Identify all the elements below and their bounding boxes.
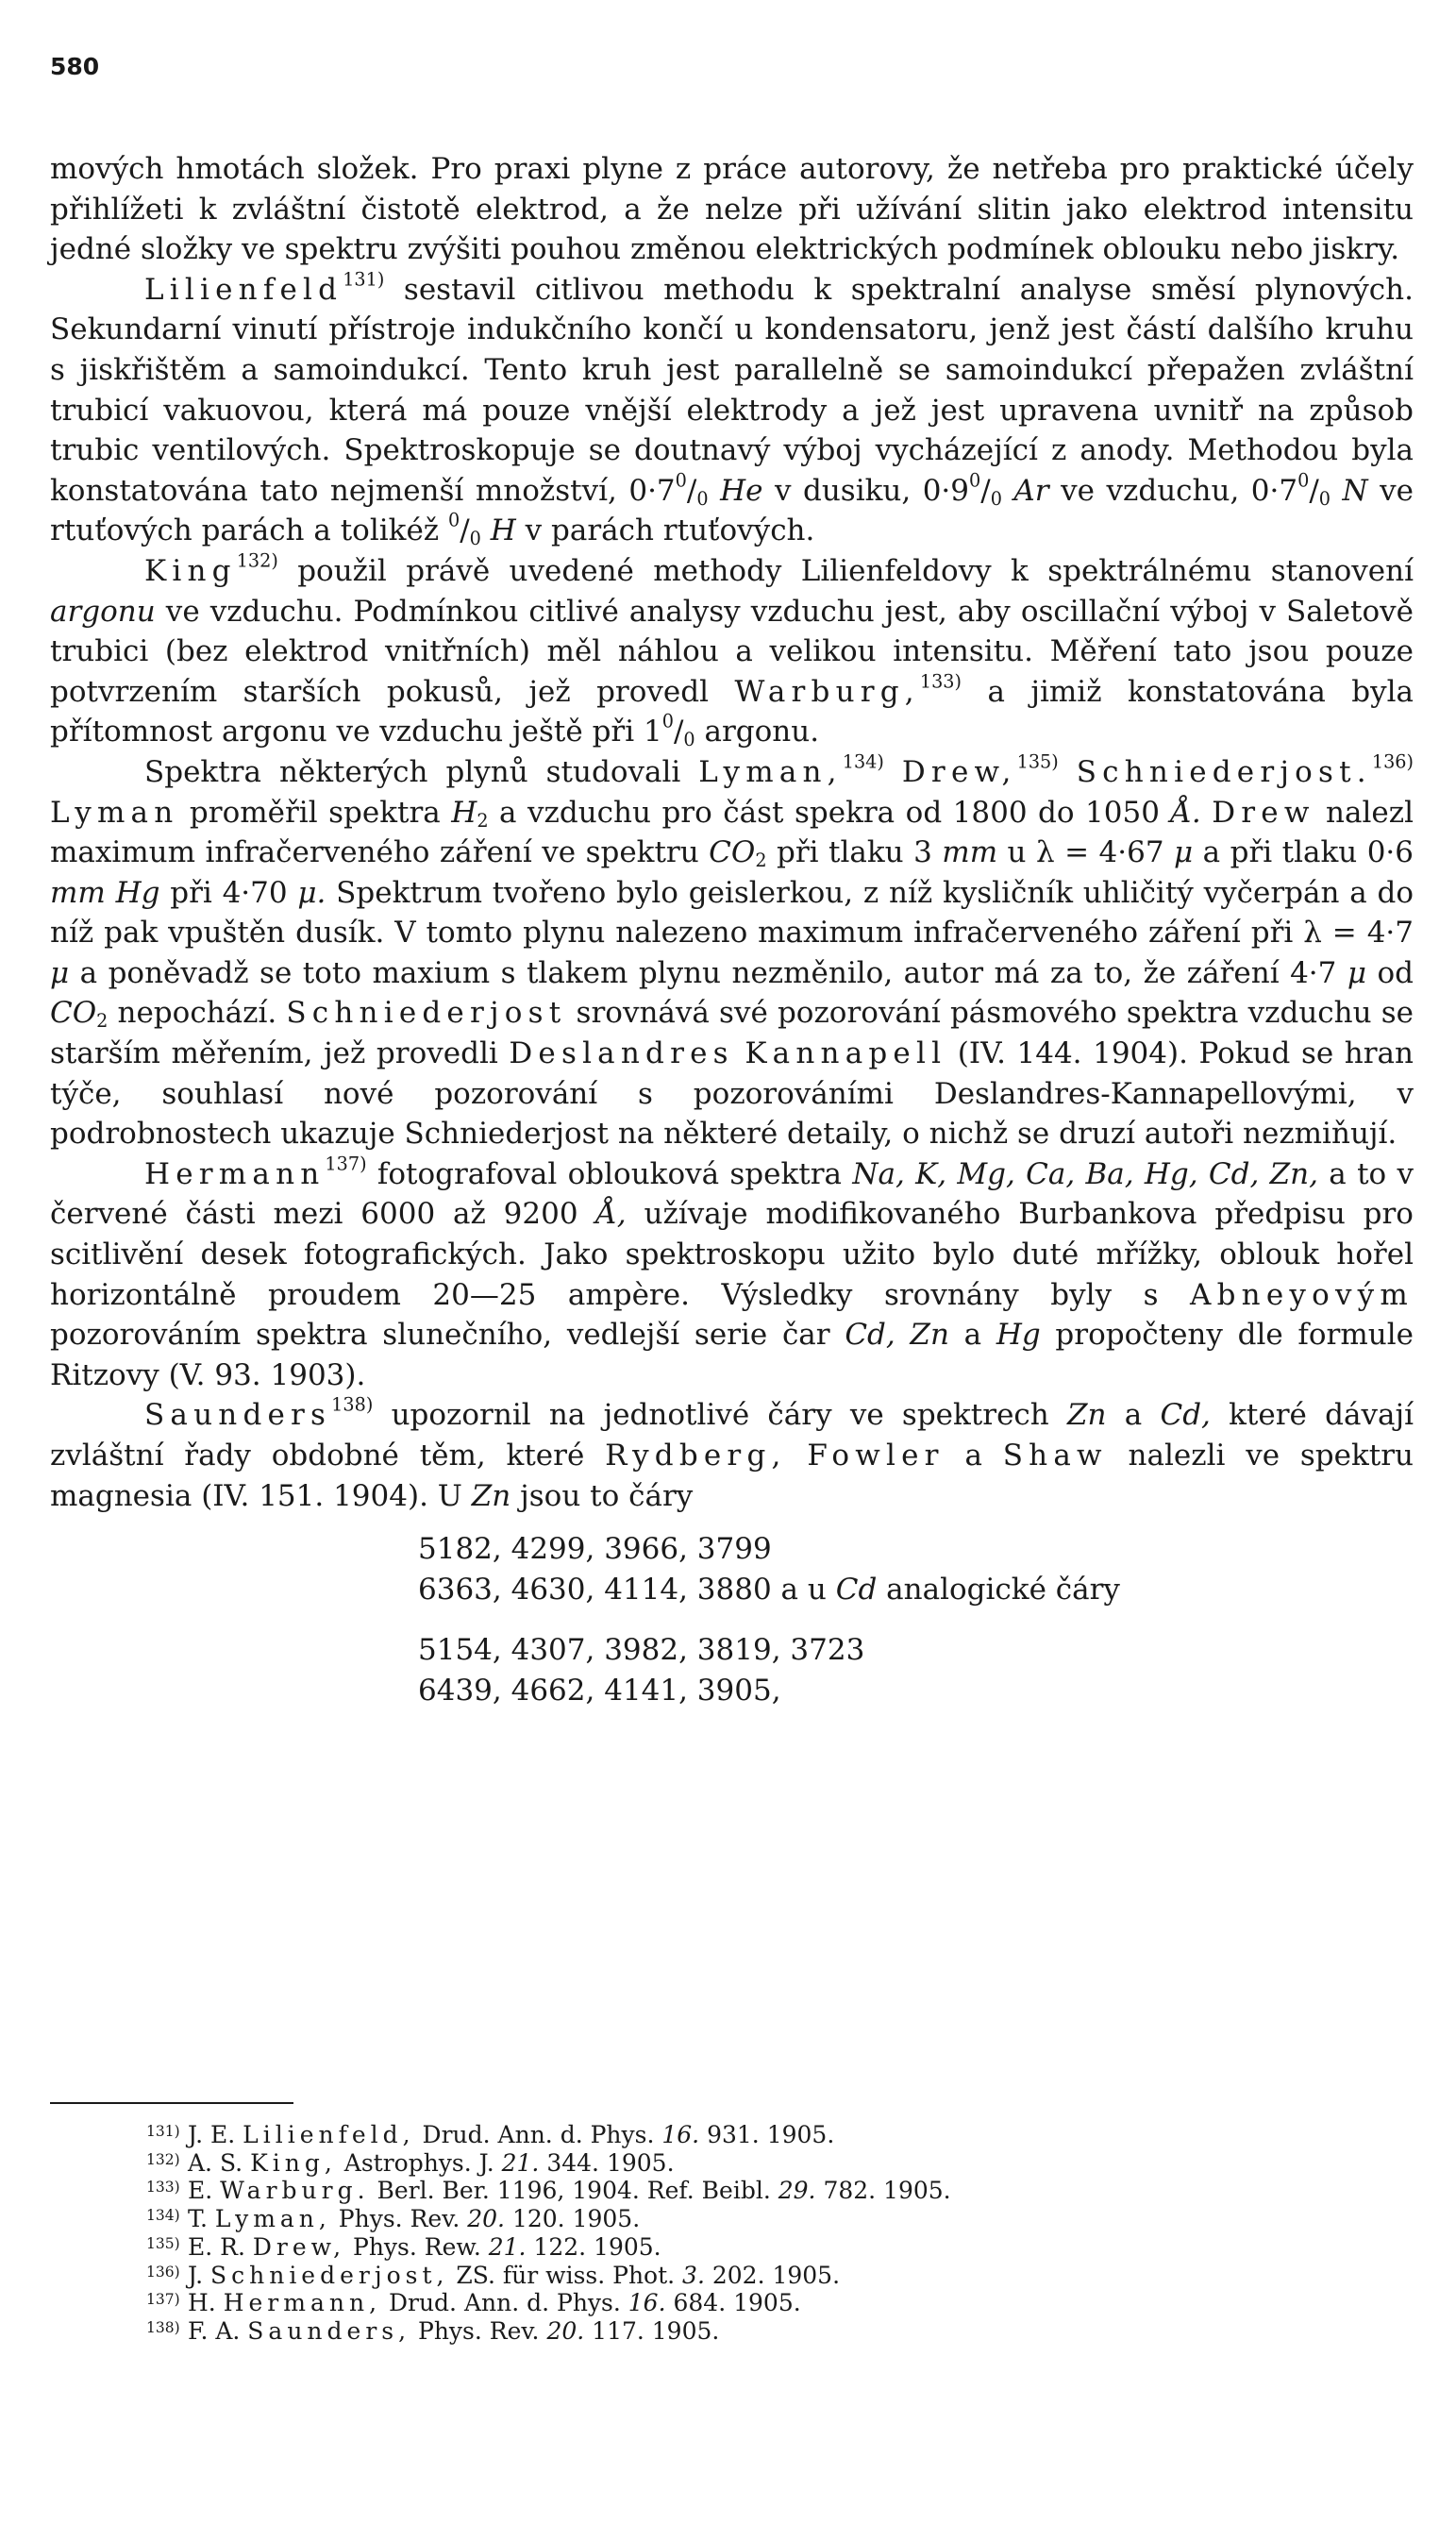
spaced-name: Rydberg, bbox=[605, 1439, 787, 1473]
footnote bbox=[146, 2121, 1231, 2149]
italic-term: Cd, bbox=[1160, 1398, 1211, 1433]
italic-term: H bbox=[451, 795, 477, 830]
spaced-name: Saunders bbox=[144, 1398, 332, 1433]
script-mark: 135) bbox=[1016, 750, 1059, 773]
spaced-name: Drew, bbox=[901, 754, 1017, 789]
italic-term: CO bbox=[709, 835, 756, 870]
script-mark: 138) bbox=[331, 1394, 374, 1416]
script-mark: 0 bbox=[696, 487, 709, 510]
italic-term: 20. bbox=[467, 2205, 506, 2233]
italic-term: μ bbox=[50, 955, 70, 990]
script-mark: 0 bbox=[990, 487, 1002, 510]
footnote-marker: 132) bbox=[146, 2150, 180, 2168]
script-mark: 0 bbox=[661, 710, 674, 732]
script-mark: 0 bbox=[1297, 469, 1310, 492]
italic-term: Å. bbox=[1170, 795, 1201, 830]
spaced-name: King bbox=[144, 553, 237, 588]
footnote-marker: 138) bbox=[146, 2318, 180, 2336]
script-mark: 133) bbox=[919, 670, 962, 693]
paragraph: mových hmotách složek. Pro praxi plyne z práce autorovy, že netřeba pro praktické účely přihlížeti k zvláštní čistotě elektrod, a že nelze při užívání slitin jako elektrod intensitu jedné složky ve spektru zvýšiti pouhou změnou elektrických podmínek oblouku nebo jiskry. bbox=[50, 152, 1414, 267]
footnote bbox=[146, 2177, 1231, 2205]
page-number: 580 bbox=[50, 53, 100, 80]
spaced-name: Saunders, bbox=[247, 2316, 411, 2345]
footnote-text: F. A. Saunders, Phys. Rev. 20. 117. 1905. bbox=[188, 2316, 720, 2345]
spaced-name: Lyman, bbox=[698, 754, 843, 789]
italic-term: 21. bbox=[488, 2232, 527, 2261]
italic-term: Cd bbox=[835, 1572, 878, 1607]
footnote-text: T. Lyman, Phys. Rev. 20. 120. 1905. bbox=[188, 2205, 641, 2233]
script-mark: 0 bbox=[469, 528, 481, 550]
script-mark: 2 bbox=[477, 809, 489, 832]
spaced-name: King, bbox=[250, 2148, 337, 2177]
script-mark: 0 bbox=[1318, 487, 1330, 510]
italic-term: Hg bbox=[996, 1318, 1041, 1353]
spaced-name: Fowler bbox=[807, 1439, 945, 1473]
italic-term: CO bbox=[50, 996, 97, 1031]
wavelength-row: 5182, 4299, 3966, 3799 bbox=[418, 1532, 772, 1567]
italic-term: He bbox=[720, 473, 763, 508]
wavelength-table bbox=[50, 1529, 1414, 1710]
footnote-marker: 131) bbox=[146, 2123, 180, 2141]
italic-term: Na, K, Mg, Ca, Ba, Hg, Cd, Zn, bbox=[852, 1156, 1318, 1191]
italic-term: μ bbox=[1347, 955, 1367, 990]
paragraph: Hermann$^{137)}$ fotografoval oblouková spektra Na, K, Mg, Ca, Ba, Hg, Cd, Zn, a to v červené části mezi 6000 až 9200 Å, užívaje modifikovaného Burbankova předpisu pro scitlivění desek fotografických. Jako spektroskopu užito bylo duté mřížky, oblouk hořel horizontálně proudem 20—25 ampère. Výsledky srovnány byly s Abneyovým pozorováním spektra slunečního, vedlejší serie čar Cd, Zn a Hg propočteny dle formule Ritzovy (V. 93. 1903). bbox=[50, 1153, 1414, 1392]
footnotes bbox=[146, 2121, 1231, 2346]
footnote-text: J. Schniederjost, ZS. für wiss. Phot. 3. 202. 1905. bbox=[188, 2261, 841, 2289]
footnote bbox=[146, 2289, 1231, 2317]
paragraph: Lilienfeld$^{131)}$ sestavil citlivou methodu k spektralní analyse směsí plynových. Sekundarní vinutí přístroje indukčního končí u kondensatoru, jenž jest částí dalšího kruhu s jiskřištěm a samoindukcí. Tento kruh jest parallelně se samoindukcí přepažen zvláštní trubicí vakuovou, která má pouze vnější elektrody a jež jest upravena uvnitř na způsob trubic ventilových. Spektroskopuje se doutnavý výboj vycházející z anody. Methodou byla konstatována tato nejmenší množství, $0\cdot 7^0/_0$ He v dusiku, $0\cdot 9^0/_0$ Ar ve vzduchu, $0\cdot 7^0/_0$ N ve rtuťových parách a tolikéž $^0/_0$ H v parách rtuťových. bbox=[50, 268, 1414, 550]
italic-term: Zn bbox=[471, 1478, 511, 1513]
italic-term: 21. bbox=[501, 2148, 540, 2177]
footnote-text: E. Warburg. Berl. Ber. 1196, 1904. Ref. Beibl. 29. 782. 1905. bbox=[188, 2177, 951, 2205]
spaced-name: Drew bbox=[1212, 795, 1315, 830]
italic-term: N bbox=[1342, 473, 1368, 508]
italic-term: 29. bbox=[778, 2177, 816, 2205]
italic-term: Å, bbox=[595, 1197, 627, 1232]
footnote-marker: 135) bbox=[146, 2234, 180, 2252]
italic-term: Zn bbox=[1067, 1398, 1107, 1433]
footnote-text: J. E. Lilienfeld, Drud. Ann. d. Phys. 16. 931. 1905. bbox=[188, 2121, 835, 2148]
footnote-text: A. S. King, Astrophys. J. 21. 344. 1905. bbox=[188, 2148, 675, 2177]
wavelength-row: 5154, 4307, 3982, 3819, 3723 bbox=[418, 1633, 865, 1668]
script-mark: 136) bbox=[1371, 750, 1414, 773]
italic-term: μ bbox=[1174, 835, 1194, 870]
spaced-name: Kannapell bbox=[745, 1036, 947, 1071]
footnote-text: E. R. Drew, Phys. Rew. 21. 122. 1905. bbox=[188, 2232, 661, 2261]
spaced-name: Lyman, bbox=[214, 2205, 331, 2233]
script-mark: 0 bbox=[969, 469, 981, 492]
spaced-name: Lyman bbox=[50, 795, 179, 830]
footnote-divider bbox=[50, 2102, 293, 2104]
spaced-name: Warburg, bbox=[734, 674, 920, 709]
italic-term: mm Hg bbox=[50, 875, 160, 910]
script-mark: 137) bbox=[325, 1153, 367, 1175]
main-text bbox=[50, 149, 1414, 1732]
footnote-marker: 136) bbox=[146, 2263, 180, 2281]
italic-term: H bbox=[490, 513, 516, 548]
spaced-name: Drew, bbox=[252, 2232, 346, 2261]
spaced-name: Warburg. bbox=[220, 2177, 370, 2205]
script-mark: 0 bbox=[675, 469, 687, 492]
spaced-name: Hermann bbox=[144, 1156, 326, 1191]
script-mark: 0 bbox=[683, 729, 695, 751]
italic-term: Ar bbox=[1013, 473, 1049, 508]
script-mark: 132) bbox=[236, 549, 278, 572]
footnote-marker: 134) bbox=[146, 2207, 180, 2225]
footnote bbox=[146, 2262, 1231, 2290]
script-mark: 2 bbox=[755, 849, 767, 871]
cd-lines-block bbox=[418, 1630, 1414, 1710]
script-mark: 131) bbox=[343, 268, 385, 291]
script-mark: 2 bbox=[96, 1010, 109, 1033]
spaced-name: Lilienfeld, bbox=[243, 2121, 415, 2148]
spaced-name: Hermann, bbox=[223, 2289, 382, 2317]
footnote-text: H. Hermann, Drud. Ann. d. Phys. 16. 684. 1905. bbox=[188, 2289, 801, 2317]
footnote bbox=[146, 2317, 1231, 2346]
italic-term: μ. bbox=[297, 875, 326, 910]
italic-term: argonu bbox=[50, 594, 156, 629]
spaced-name: Deslandres bbox=[509, 1036, 734, 1071]
footnote bbox=[146, 2205, 1231, 2233]
italic-term: 16. bbox=[661, 2121, 700, 2148]
wavelength-row: 6363, 4630, 4114, 3880 a u Cd analogické čáry bbox=[418, 1572, 1120, 1607]
zn-lines-block bbox=[418, 1529, 1414, 1609]
paragraph: King$^{132)}$ použil právě uvedené methody Lilienfeldovy k spektrálnému stanovení argonu ve vzduchu. Podmínkou citlivé analysy vzduchu jest, aby oscillační výboj v Saletově trubici (bez elektrod vnitřních) měl náhlou a velikou intensitu. Měření tato jsou pouze potvrzením starších pokusů, jež provedl Warburg,$^{133)}$ a jimiž konstatována byla přítomnost argonu ve vzduchu ještě při $1^0/_0$ argonu. bbox=[50, 549, 1414, 751]
wavelength-row: 6439, 4662, 4141, 3905, bbox=[418, 1673, 781, 1708]
paragraph: Saunders$^{138)}$ upozornil na jednotlivé čáry ve spektrech Zn a Cd, které dávají zvláštní řady obdobné těm, které Rydberg, Fowler a Shaw nalezli ve spektru magnesia (IV. 151. 1904). U Zn jsou to čáry bbox=[50, 1394, 1414, 1513]
spaced-name: Shaw bbox=[1002, 1439, 1108, 1473]
italic-term: 3. bbox=[682, 2261, 705, 2289]
spaced-name: Schniederjost bbox=[286, 996, 567, 1031]
italic-term: 20. bbox=[546, 2316, 585, 2345]
script-mark: 134) bbox=[842, 750, 884, 773]
italic-term: mm bbox=[942, 835, 998, 870]
spaced-name: Abneyovým bbox=[1190, 1277, 1414, 1312]
paragraph: Spektra některých plynů studovali Lyman,$^{134)}$ Drew,$^{135)}$ Schniederjost.$^{136)}$ Lyman proměřil spektra $H_2$ a vzduchu pro část spekra od 1800 do 1050 Å. Drew nalezl maximum infračerveného záření ve spektru $CO_2$ při tlaku 3 mm u λ = 4·67 μ a při tlaku 0·6 mm Hg při 4·70 μ. Spektrum tvořeno bylo geislerkou, z níž kysličník uhličitý vyčerpán a do níž pak vpuštěn dusík. V tomto plynu nalezeno maximum infračerveného záření při λ = 4·7 μ a poněvadž se toto maxium s tlakem plynu nezměnilo, autor má za to, že záření 4·7 μ od $CO_2$ nepochází. Schniederjost srovnává své pozorování pásmového spektra vzduchu se starším měřením, jež provedli Deslandres Kannapell (IV. 144. 1904). Pokud se hran týče, souhlasí nové pozorování s pozorováními Deslandres-Kannapellovými, v podrobnostech ukazuje Schniederjost na některé detaily, o nichž se druzí autoři nezmiňují. bbox=[50, 750, 1414, 1152]
footnote-marker: 133) bbox=[146, 2179, 180, 2197]
italic-term: 16. bbox=[628, 2289, 666, 2317]
script-mark: 0 bbox=[447, 509, 460, 531]
spaced-name: Schniederjost. bbox=[1076, 754, 1372, 789]
spaced-name: Lilienfeld bbox=[144, 272, 343, 307]
italic-term: Cd, Zn bbox=[845, 1318, 949, 1353]
footnote bbox=[146, 2233, 1231, 2262]
spaced-name: Schniederjost, bbox=[209, 2261, 449, 2289]
footnote bbox=[146, 2149, 1231, 2178]
footnote-marker: 137) bbox=[146, 2291, 180, 2309]
